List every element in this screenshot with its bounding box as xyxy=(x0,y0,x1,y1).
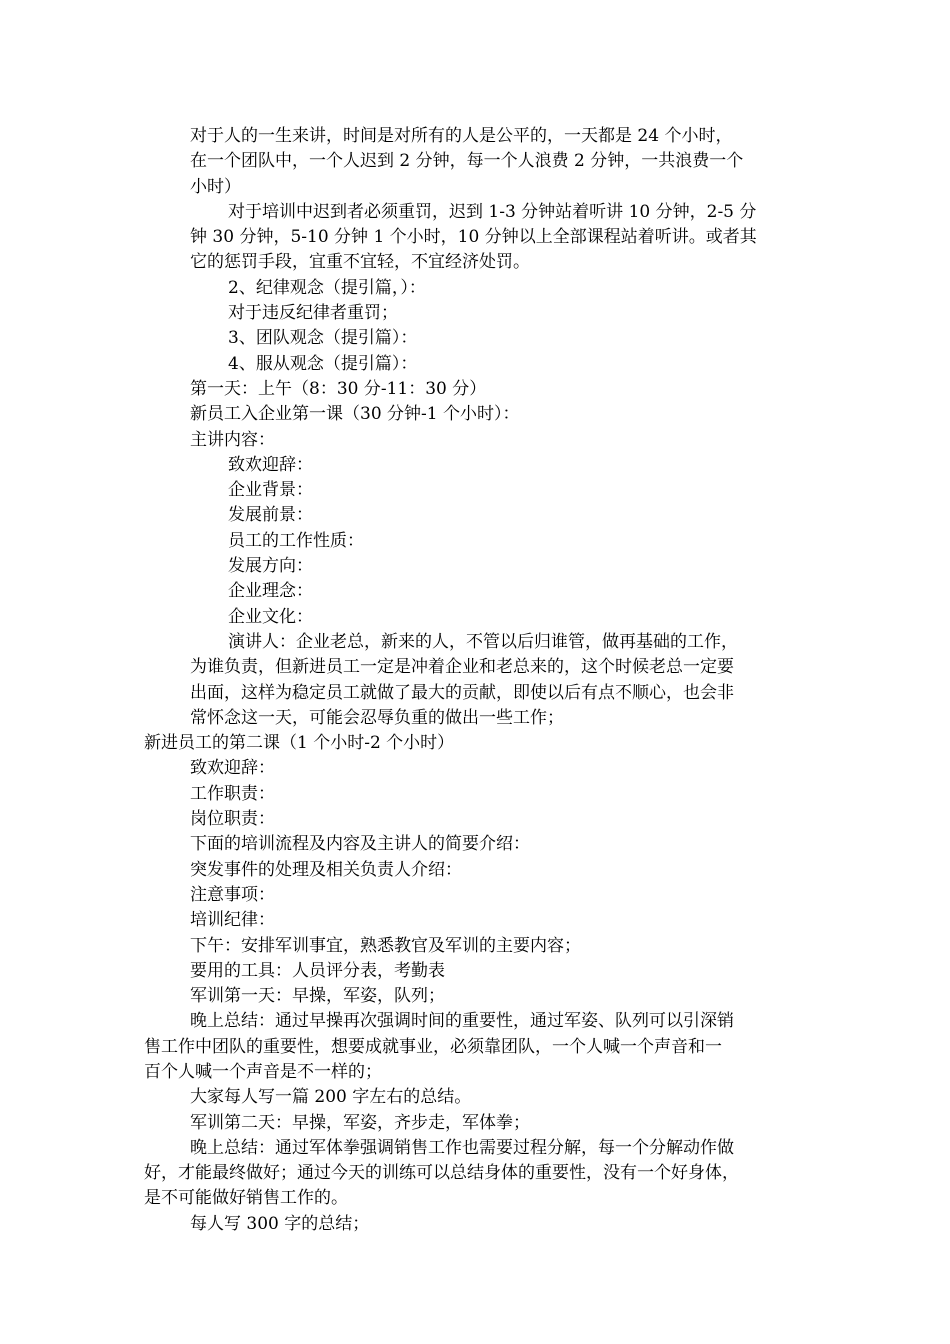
text-line: 小时） xyxy=(190,176,241,197)
text-line: 对于培训中迟到者必须重罚，迟到 1-3 分钟站着听讲 10 分钟，2-5 分 xyxy=(228,201,757,222)
text-line: 是不可能做好销售工作的。 xyxy=(144,1188,348,1209)
text-line: 注意事项： xyxy=(190,884,275,905)
text-line: 发展方向： xyxy=(228,556,313,577)
text-line: 常怀念这一天，可能会忍辱负重的做出一些工作； xyxy=(190,707,564,728)
text-line: 为谁负责，但新进员工一定是冲着企业和老总来的，这个时候老总一定要 xyxy=(190,657,734,678)
text-line: 要用的工具：人员评分表，考勤表 xyxy=(190,960,445,981)
text-line: 员工的工作性质： xyxy=(228,530,364,551)
text-line: 军训第二天：早操，军姿，齐步走，军体拳； xyxy=(190,1112,530,1133)
text-line: 4、服从观念（提引篇）： xyxy=(228,353,418,374)
text-line: 售工作中团队的重要性，想要成就事业，必须靠团队，一个人喊一个声音和一 xyxy=(144,1036,722,1057)
section-heading: 新进员工的第二课（1 个小时-2 个小时） xyxy=(144,733,455,754)
text-line: 晚上总结：通过军体拳强调销售工作也需要过程分解，每一个分解动作做 xyxy=(190,1137,734,1158)
text-line: 3、团队观念（提引篇）： xyxy=(228,328,418,349)
text-line: 致欢迎辞： xyxy=(228,454,313,475)
text-line: 好，才能最终做好；通过今天的训练可以总结身体的重要性，没有一个好身体， xyxy=(144,1163,739,1184)
text-line: 主讲内容： xyxy=(190,429,275,450)
text-line: 军训第一天：早操，军姿，队列； xyxy=(190,986,445,1007)
text-line: 百个人喊一个声音是不一样的； xyxy=(144,1061,382,1082)
text-line: 第一天：上午（8：30 分-11：30 分） xyxy=(190,378,487,399)
text-line: 它的惩罚手段，宜重不宜轻，不宜经济处罚。 xyxy=(190,252,530,273)
text-line: 2、纪律观念（提引篇，）： xyxy=(228,277,426,298)
text-line: 每人写 300 字的总结； xyxy=(190,1213,370,1234)
text-line: 在一个团队中，一个人迟到 2 分钟，每一个人浪费 2 分钟，一共浪费一个 xyxy=(190,151,744,172)
document-body xyxy=(144,124,816,1237)
text-line: 对于违反纪律者重罚； xyxy=(228,303,398,324)
text-line: 突发事件的处理及相关负责人介绍： xyxy=(190,859,462,880)
text-line: 岗位职责： xyxy=(190,809,275,830)
text-line: 对于人的一生来讲，时间是对所有的人是公平的，一天都是 24 个小时， xyxy=(190,126,733,146)
text-line: 大家每人写一篇 200 字左右的总结。 xyxy=(190,1087,472,1108)
text-line: 培训纪律： xyxy=(190,910,275,931)
text-line: 工作职责： xyxy=(190,783,275,804)
text-line: 企业背景： xyxy=(228,480,313,501)
text-line: 演讲人：企业老总，新来的人，不管以后归谁管，做再基础的工作， xyxy=(228,631,738,652)
text-line: 下面的培训流程及内容及主讲人的简要介绍： xyxy=(190,834,530,855)
text-line: 出面，这样为稳定员工就做了最大的贡献，即使以后有点不顺心，也会非 xyxy=(190,682,734,703)
text-line: 发展前景： xyxy=(228,505,313,526)
text-line: 企业文化： xyxy=(228,606,313,627)
text-line: 钟 30 分钟，5-10 分钟 1 个小时，10 分钟以上全部课程站着听讲。或者其 xyxy=(190,227,757,248)
text-line: 下午：安排军训事宜，熟悉教官及军训的主要内容； xyxy=(190,935,581,956)
text-line: 企业理念： xyxy=(228,581,313,602)
text-line: 新员工入企业第一课（30 分钟-1 个小时）： xyxy=(190,404,520,425)
text-line: 致欢迎辞： xyxy=(190,758,275,779)
text-line: 晚上总结：通过早操再次强调时间的重要性，通过军姿、队列可以引深销 xyxy=(190,1011,734,1032)
